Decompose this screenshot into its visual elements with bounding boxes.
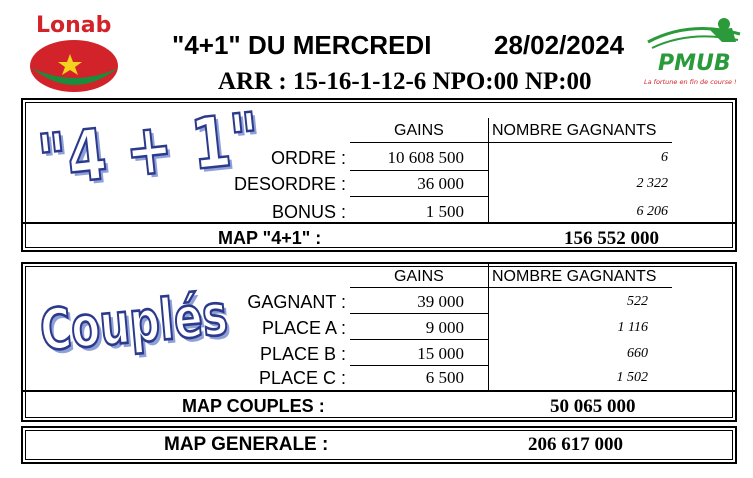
table-row-gain: 6 500: [425, 368, 464, 387]
table-row-winners: 522: [627, 294, 648, 309]
table-row-gain: 15 000: [417, 344, 464, 363]
table-row-winners: 1 116: [617, 320, 648, 335]
table-row-label: DESORDRE :: [233, 174, 346, 194]
couples-col-gains: GAINS: [394, 268, 444, 285]
quatre-plus-un-col-winners: NOMBRE GAGNANTS: [492, 122, 657, 139]
table-row-label: BONUS :: [271, 202, 346, 222]
table-row-winners: 2 322: [636, 176, 668, 191]
table-row-label: ORDRE :: [270, 148, 346, 168]
table-row-label: PLACE A :: [261, 318, 346, 338]
couples-logo-text: Couplés: [37, 281, 231, 364]
map-generale-label: MAP GENERALE :: [164, 434, 329, 455]
quatre-plus-un-col-gains: GAINS: [394, 122, 444, 139]
draw-date: 28/02/2024: [494, 30, 625, 60]
page-title: "4+1" DU MERCREDI: [172, 30, 432, 60]
couples-col-winners: NOMBRE GAGNANTS: [492, 268, 657, 285]
table-row-label: GAGNANT :: [247, 292, 346, 312]
arrival-result: ARR : 15-16-1-12-6 NPO:00 NP:00: [218, 68, 592, 95]
pmub-logo: [640, 8, 750, 92]
lonab-logo-text: Lonab: [36, 13, 112, 38]
table-row-gain: 39 000: [417, 292, 464, 311]
table-row-winners: 6 206: [636, 204, 668, 219]
map-quatre-plus-un-value: 156 552 000: [564, 228, 659, 249]
pmub-slogan: La fortune en fin de course !: [644, 78, 737, 86]
table-row-gain: 36 000: [417, 174, 464, 193]
quatre-plus-un-logo-text: "4 + 1": [34, 98, 264, 203]
table-row-gain: 10 608 500: [387, 148, 464, 167]
map-couples-label: MAP COUPLES :: [182, 396, 325, 416]
table-row-gain: 1 500: [425, 202, 464, 221]
map-generale-value: 206 617 000: [528, 434, 623, 455]
map-couples-value: 50 065 000: [550, 396, 636, 417]
map-quatre-plus-un-label: MAP "4+1" :: [218, 228, 322, 248]
table-row-gain: 9 000: [425, 318, 464, 337]
map-generale-panel-inner: [25, 430, 733, 460]
table-row-winners: 1 502: [616, 370, 648, 385]
pmub-logo-text: PMUB: [658, 51, 731, 76]
table-row-label: PLACE B :: [259, 344, 346, 364]
lonab-logo: [26, 10, 126, 94]
table-row-winners: 6: [661, 150, 668, 165]
table-row-winners: 660: [627, 346, 648, 361]
table-row-label: PLACE C :: [258, 368, 346, 388]
